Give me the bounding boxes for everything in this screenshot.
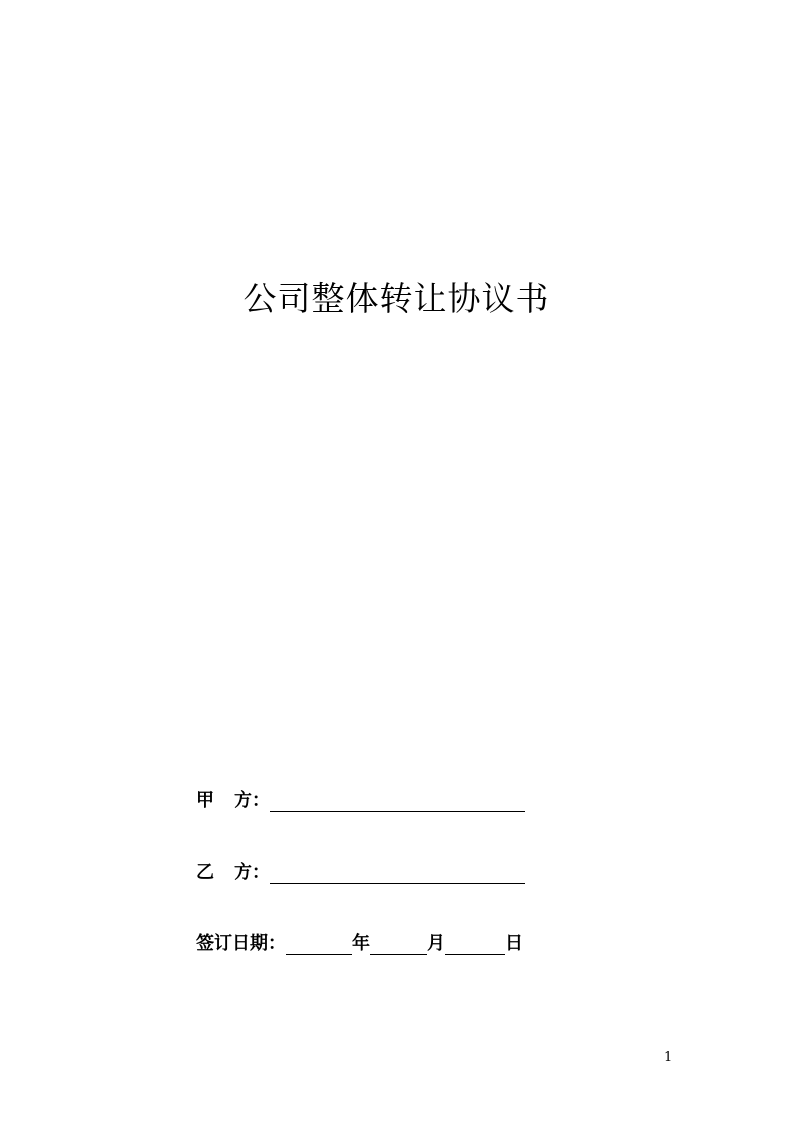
signing-date-row (196, 929, 523, 955)
day-unit: 日 (505, 933, 523, 954)
party-b-label (196, 862, 270, 884)
party-a-row (196, 786, 525, 812)
month-blank[interactable] (370, 934, 427, 955)
document-title: 公司整体转让协议书 (243, 279, 550, 318)
party-a-blank[interactable] (270, 791, 525, 812)
year-unit: 年 (352, 933, 370, 954)
month-unit: 月 (427, 933, 445, 954)
year-blank[interactable] (286, 934, 352, 955)
day-blank[interactable] (445, 934, 505, 955)
party-b-blank[interactable] (270, 863, 525, 884)
party-b-label-char2: 方： (234, 862, 270, 883)
party-b-row (196, 858, 525, 884)
party-a-label-char2: 方： (234, 790, 270, 811)
party-a-label-char1: 甲 (196, 790, 214, 811)
signing-date-label: 签订日期： (196, 933, 286, 954)
party-a-label (196, 790, 270, 812)
party-b-label-char1: 乙 (196, 862, 214, 883)
page-number: 1 (664, 1050, 673, 1065)
